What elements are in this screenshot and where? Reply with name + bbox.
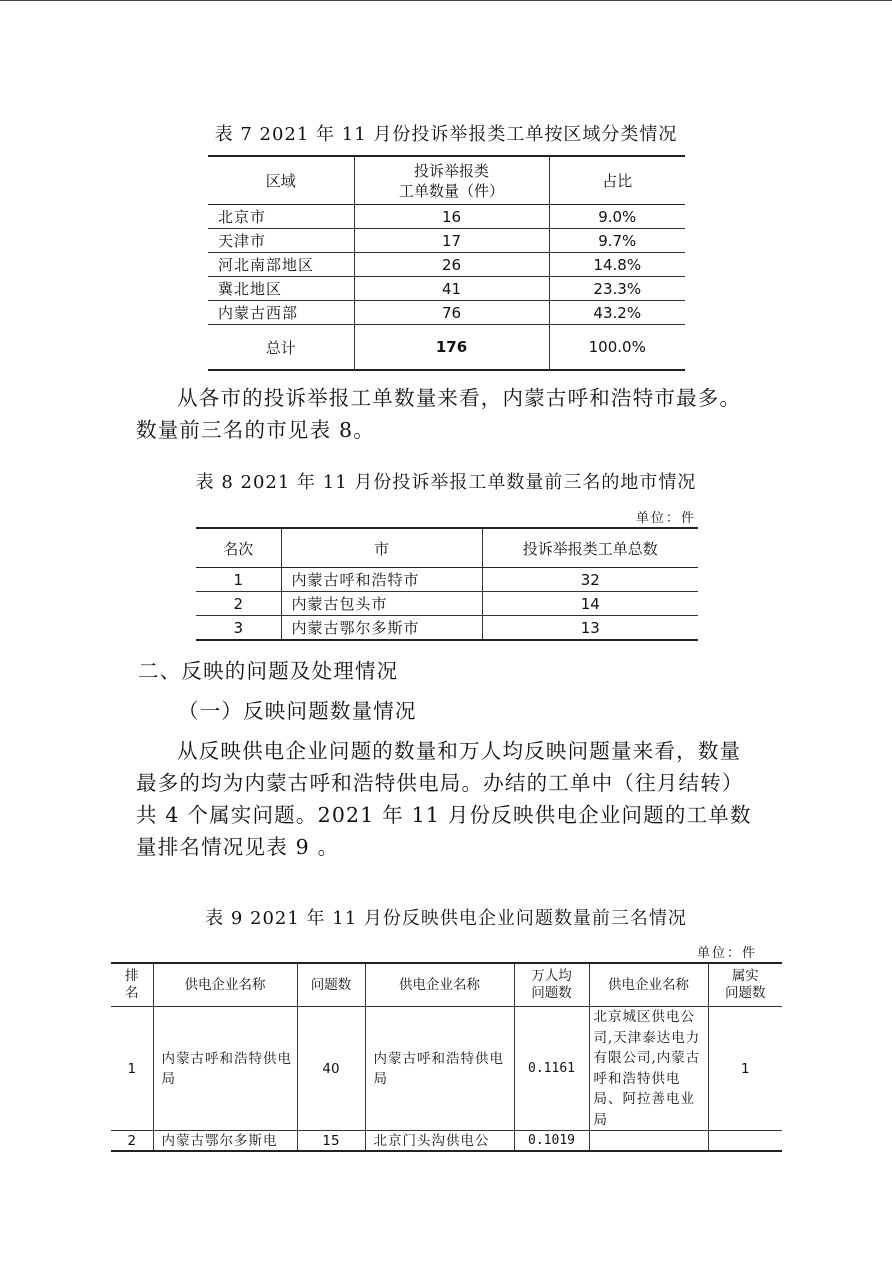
company-c-cell: 北京城区供电公司,天津泰达电力有限公司,内蒙古呼和浩特供电局、阿拉善电业局 xyxy=(589,1007,708,1131)
count-cell: 26 xyxy=(354,253,549,277)
company-b-cell: 内蒙古呼和浩特供电局 xyxy=(365,1007,514,1131)
rank-cell: 1 xyxy=(111,1007,153,1131)
region-cell: 北京市 xyxy=(208,205,354,229)
share-cell: 9.0% xyxy=(549,205,685,229)
city-cell: 内蒙古呼和浩特市 xyxy=(281,568,482,592)
table9-unit: 单位：件 xyxy=(697,946,758,961)
verified-cell: 1 xyxy=(708,1007,782,1131)
share-cell: 43.2% xyxy=(549,301,685,325)
region-cell: 天津市 xyxy=(208,229,354,253)
table9 xyxy=(111,962,782,1152)
table9-caption: 表 9 2021 年 11 月份反映供电企业问题数量前三名情况 xyxy=(205,908,687,929)
region-cell: 河北南部地区 xyxy=(208,253,354,277)
table9-header-rank-line2: 名 xyxy=(125,985,139,1001)
rank-cell: 1 xyxy=(196,568,281,592)
table9-header-rank-line1: 排 xyxy=(125,968,139,984)
city-cell: 内蒙古包头市 xyxy=(281,592,482,616)
table8-header-total: 投诉举报类工单总数 xyxy=(482,528,698,568)
table7-header-region: 区域 xyxy=(208,156,354,205)
table7-header-row xyxy=(208,156,685,205)
total-label: 总计 xyxy=(208,325,354,371)
issues-cell: 15 xyxy=(297,1131,365,1152)
table7-caption: 表 7 2021 年 11 月份投诉举报类工单按区域分类情况 xyxy=(214,124,678,145)
table9-header-verified xyxy=(708,963,782,1007)
total-cell: 32 xyxy=(482,568,698,592)
region-cell: 冀北地区 xyxy=(208,277,354,301)
table8-caption: 表 8 2021 年 11 月份投诉举报工单数量前三名的地市情况 xyxy=(195,472,697,493)
table-row xyxy=(208,229,685,253)
section-heading: 二、反映的问题及处理情况 xyxy=(138,659,399,683)
table-row xyxy=(208,277,685,301)
rank-cell: 3 xyxy=(196,616,281,641)
count-cell: 16 xyxy=(354,205,549,229)
table7-header-count-line2: 工单数量（件） xyxy=(398,181,504,200)
share-cell: 9.7% xyxy=(549,229,685,253)
region-cell: 内蒙古西部 xyxy=(208,301,354,325)
table9-header-company-c: 供电企业名称 xyxy=(589,963,708,1007)
sub-heading: （一）反映问题数量情况 xyxy=(178,699,417,723)
table8-unit: 单位：件 xyxy=(636,511,697,526)
count-cell: 41 xyxy=(354,277,549,301)
page-top-border xyxy=(0,0,892,1)
table9-header-per10k xyxy=(514,963,589,1007)
table7-header-count xyxy=(354,156,549,205)
share-cell: 14.8% xyxy=(549,253,685,277)
count-cell: 17 xyxy=(354,229,549,253)
table9-header-per10k-line1: 万人均 xyxy=(531,968,572,984)
table9-header-rank xyxy=(111,963,153,1007)
rank-cell: 2 xyxy=(111,1131,153,1152)
paragraph-1: 从各市的投诉举报工单数量来看，内蒙古呼和浩特市最多。数量前三名的市见表 8。 xyxy=(136,386,742,442)
table8 xyxy=(196,527,698,641)
table7-total-row xyxy=(208,325,685,371)
table7-header-count-line1: 投诉举报类 xyxy=(413,161,489,180)
total-cell: 14 xyxy=(482,592,698,616)
table8-header-rank: 名次 xyxy=(196,528,281,568)
table-row xyxy=(111,1007,782,1131)
company-c-cell xyxy=(589,1131,708,1152)
per10k-cell: 0.1019 xyxy=(514,1131,589,1152)
table-row xyxy=(196,616,698,641)
table-row xyxy=(111,1131,782,1152)
share-cell: 23.3% xyxy=(549,277,685,301)
table9-header-row xyxy=(111,963,782,1007)
city-cell: 内蒙古鄂尔多斯市 xyxy=(281,616,482,641)
table9-header-verified-line2: 问题数 xyxy=(725,985,766,1001)
table-row xyxy=(208,205,685,229)
verified-cell xyxy=(708,1131,782,1152)
company-a-cell: 内蒙古呼和浩特供电局 xyxy=(153,1007,297,1131)
table7 xyxy=(208,155,685,371)
table-row xyxy=(196,592,698,616)
table9-header-per10k-line2: 问题数 xyxy=(531,985,572,1001)
total-share: 100.0% xyxy=(549,325,685,371)
issues-cell: 40 xyxy=(297,1007,365,1131)
table8-header-city: 市 xyxy=(281,528,482,568)
table8-header-row xyxy=(196,528,698,568)
paragraph-2: 从反映供电企业问题的数量和万人均反映问题量来看，数量最多的均为内蒙古呼和浩特供电局。办结的工单中（往月结转）共 4 个属实问题。2021 年 11 月份反映供电企业问题的工单数量排名情况见表 9 。 xyxy=(136,739,752,859)
table7-header-share: 占比 xyxy=(549,156,685,205)
table-row xyxy=(208,253,685,277)
table9-header-verified-line1: 属实 xyxy=(731,968,759,984)
total-cell: 13 xyxy=(482,616,698,641)
company-a-cell: 内蒙古鄂尔多斯电 xyxy=(153,1131,297,1152)
table9-header-company-b: 供电企业名称 xyxy=(365,963,514,1007)
table-row xyxy=(196,568,698,592)
total-count: 176 xyxy=(354,325,549,371)
per10k-cell: 0.1161 xyxy=(514,1007,589,1131)
table9-header-company-a: 供电企业名称 xyxy=(153,963,297,1007)
count-cell: 76 xyxy=(354,301,549,325)
table9-header-issues: 问题数 xyxy=(297,963,365,1007)
rank-cell: 2 xyxy=(196,592,281,616)
table-row xyxy=(208,301,685,325)
company-b-cell: 北京门头沟供电公 xyxy=(365,1131,514,1152)
